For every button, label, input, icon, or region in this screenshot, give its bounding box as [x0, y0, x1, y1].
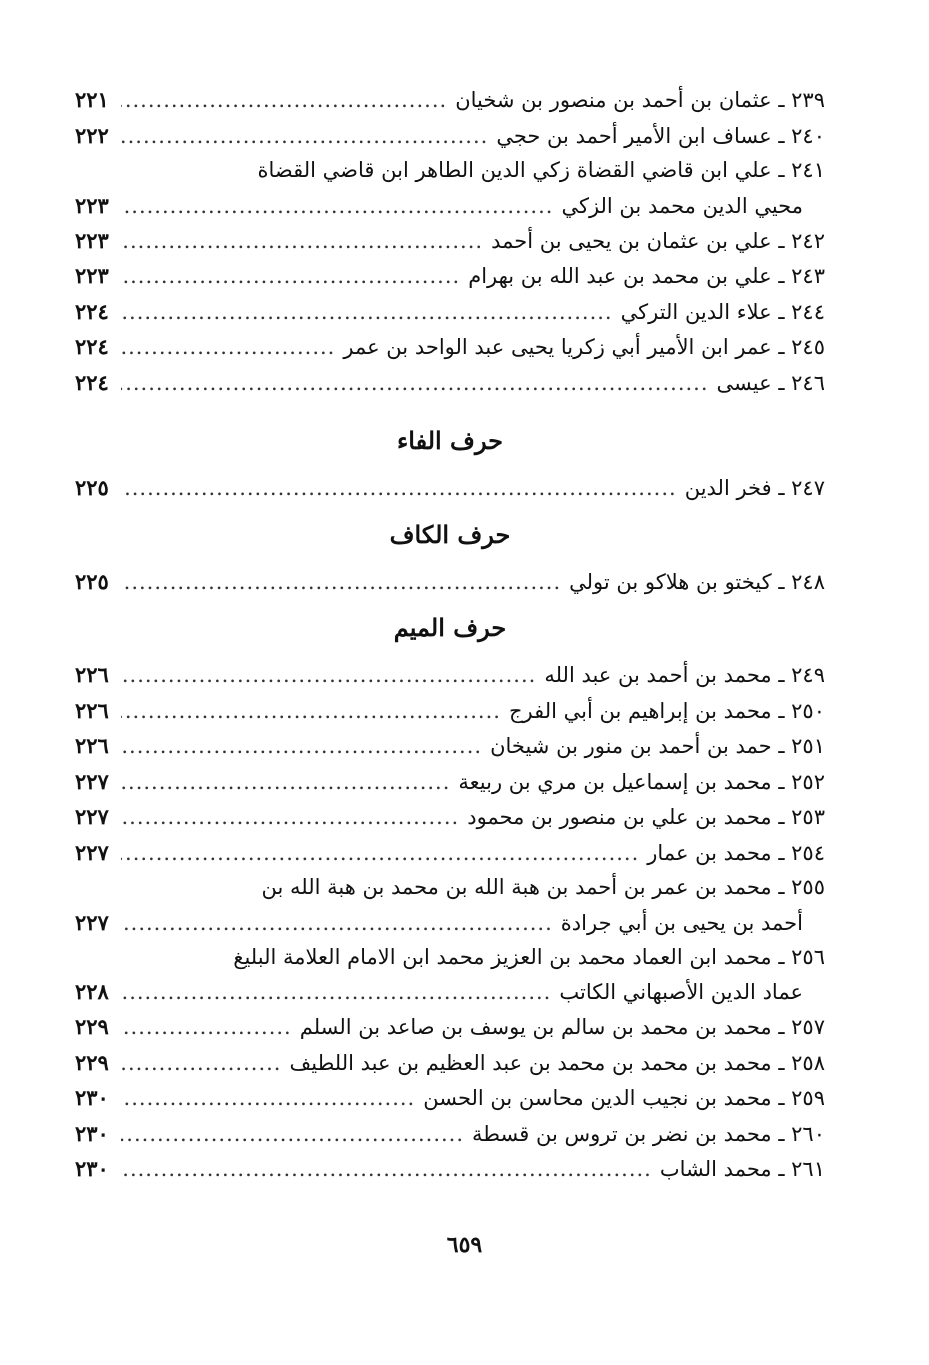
dot-leader	[121, 189, 553, 223]
toc-entry	[75, 1151, 825, 1187]
entry-title: عماد الدين الأصبهاني الكاتب	[559, 980, 803, 1004]
toc-entry	[75, 82, 825, 118]
dot-leader	[121, 565, 561, 601]
toc-entry	[75, 189, 825, 223]
toc-entry	[75, 906, 825, 940]
entry-page-number: ٢٢٤	[75, 369, 109, 395]
toc-entry	[75, 940, 825, 976]
toc-entry	[75, 693, 825, 729]
toc-entry	[75, 799, 825, 835]
entry-title: ٢٥٤ ـ محمد بن عمار	[647, 840, 825, 865]
entry-page-number: ٢٢٦	[75, 733, 109, 758]
toc-entry	[75, 975, 825, 1009]
dot-leader	[121, 330, 335, 366]
toc-entry	[75, 258, 825, 294]
dot-leader	[121, 224, 483, 260]
dot-leader	[121, 1081, 415, 1117]
dot-leader	[121, 1046, 282, 1082]
toc-entry	[75, 728, 825, 764]
dot-leader	[121, 1152, 652, 1188]
entry-page-number: ٢٢٧	[75, 768, 109, 794]
entry-page-number: ٢٢٣	[75, 227, 109, 253]
entry-page-number: ٢٢١	[75, 87, 109, 112]
dot-leader	[121, 1117, 464, 1153]
entry-page-number: ٢٢٤	[75, 298, 109, 324]
entry-title: ٢٤٦ ـ عيسى	[716, 370, 825, 395]
entry-title: أحمد بن يحيى بن أبي جرادة	[560, 910, 803, 935]
entry-title: ٢٤٠ ـ عساف ابن الأمير أحمد بن حجي	[496, 123, 825, 148]
entry-title: ٢٥٣ ـ محمد بن علي بن منصور بن محمود	[467, 805, 825, 829]
dot-leader	[121, 295, 613, 331]
dot-leader	[121, 259, 460, 295]
toc-entry	[75, 153, 825, 189]
dot-leader	[121, 694, 501, 730]
entry-title: ٢٥٨ ـ محمد بن محمد بن محمد بن عبد العظيم بن عبد اللطيف	[289, 1050, 825, 1075]
entry-title: ٢٥٧ ـ محمد بن محمد بن سالم بن يوسف بن صاعد بن السلم	[299, 1015, 825, 1039]
toc-entry	[75, 835, 825, 871]
toc-entry	[75, 1116, 825, 1152]
dot-leader	[121, 836, 639, 872]
entry-page-number: ٢٢٧	[75, 804, 109, 829]
entry-title: ٢٥٩ ـ محمد بن نجيب الدين محاسن بن الحسن	[423, 1086, 825, 1110]
dot-leader	[121, 765, 450, 801]
entry-page-number: ٢٢٨	[75, 979, 109, 1004]
toc-entry	[75, 764, 825, 800]
entry-page-number: ٢٢٤	[75, 334, 109, 359]
entry-title: ٢٤٢ ـ علي بن عثمان بن يحيى بن أحمد	[491, 228, 825, 253]
entry-page-number: ٢٣٠	[75, 1156, 109, 1181]
entry-page-number: ٢٢٩	[75, 1014, 109, 1039]
entry-page-number: ٢٢٧	[75, 909, 109, 935]
dot-leader	[121, 975, 551, 1009]
table-of-contents	[75, 82, 825, 1187]
entry-title: ٢٦٠ ـ محمد بن نضر بن تروس بن قسطة	[472, 1121, 825, 1146]
entry-title: ٢٥٦ ـ محمد ابن العماد محمد بن العزيز محمد ابن الامام العلامة البليغ	[233, 944, 825, 969]
dot-leader	[121, 729, 482, 765]
entry-page-number: ٢٢٦	[75, 662, 109, 687]
toc-entry	[75, 118, 825, 154]
section-heading: حرف الفاء	[396, 426, 504, 455]
toc-entry	[75, 365, 825, 401]
entry-title: ٢٥٠ ـ محمد بن إبراهيم بن أبي الفرج	[508, 698, 825, 723]
entry-page-number: ٢٢٩	[75, 1049, 109, 1075]
toc-entry	[75, 294, 825, 330]
dot-leader	[121, 471, 677, 507]
entry-title: ٢٤٩ ـ محمد بن أحمد بن عبد الله	[544, 663, 825, 687]
entry-page-number: ٢٢٥	[75, 568, 109, 594]
dot-leader	[121, 366, 709, 402]
toc-entry	[75, 470, 825, 506]
entry-title: ٢٣٩ ـ عثمان بن أحمد بن منصور بن شخيان	[455, 88, 825, 112]
entry-title: ٢٦١ ـ محمد الشاب	[659, 1157, 825, 1181]
entry-title: ٢٤٤ ـ علاء الدين التركي	[620, 299, 825, 324]
toc-entry	[75, 657, 825, 693]
toc-entry	[75, 1009, 825, 1045]
entry-page-number: ٢٢٣	[75, 263, 109, 288]
entry-title: محيي الدين محمد بن الزكي	[561, 193, 803, 218]
toc-entry	[75, 223, 825, 259]
toc-entry	[75, 1080, 825, 1116]
dot-leader	[121, 119, 488, 155]
entry-title: ٢٥٥ ـ محمد بن عمر بن أحمد بن هبة الله بن محمد بن هبة الله بن	[261, 875, 825, 899]
toc-entry	[75, 870, 825, 906]
entry-page-number: ٢٢٥	[75, 475, 109, 500]
entry-title: ٢٤٣ ـ علي بن محمد بن عبد الله بن بهرام	[468, 264, 825, 288]
section-heading: حرف الكاف	[389, 519, 511, 549]
dot-leader	[121, 83, 447, 119]
entry-page-number: ٢٣٠	[75, 1120, 109, 1146]
entry-page-number: ٢٢٣	[75, 192, 109, 218]
toc-entry	[75, 329, 825, 365]
entry-title: ٢٤٨ ـ كيختو بن هلاكو بن تولي	[569, 569, 825, 594]
toc-entry	[75, 564, 825, 600]
entry-page-number: ٢٢٧	[75, 839, 109, 865]
entry-title: ٢٥٢ ـ محمد بن إسماعيل بن مري بن ربيعة	[458, 769, 825, 794]
dot-leader	[121, 800, 459, 836]
dot-leader	[121, 658, 536, 694]
entry-title: ٢٤٥ ـ عمر ابن الأمير أبي زكريا يحيى عبد الواحد بن عمر	[343, 335, 825, 359]
entry-title: ٢٤١ ـ علي ابن قاضي القضاة زكي الدين الطاهر ابن قاضي القضاة	[257, 158, 825, 182]
toc-entry	[75, 1045, 825, 1081]
entry-page-number: ٢٢٦	[75, 697, 109, 723]
entry-page-number: ٢٢٢	[75, 122, 109, 148]
page-number: ٦٥٩	[446, 1232, 483, 1258]
dot-leader	[121, 906, 553, 940]
dot-leader	[121, 1010, 292, 1046]
entry-page-number: ٢٣٠	[75, 1085, 109, 1110]
entry-title: ٢٥١ ـ حمد بن أحمد بن منور بن شيخان	[490, 734, 825, 758]
entry-title: ٢٤٧ ـ فخر الدين	[684, 476, 825, 500]
section-heading: حرف الميم	[393, 613, 507, 642]
